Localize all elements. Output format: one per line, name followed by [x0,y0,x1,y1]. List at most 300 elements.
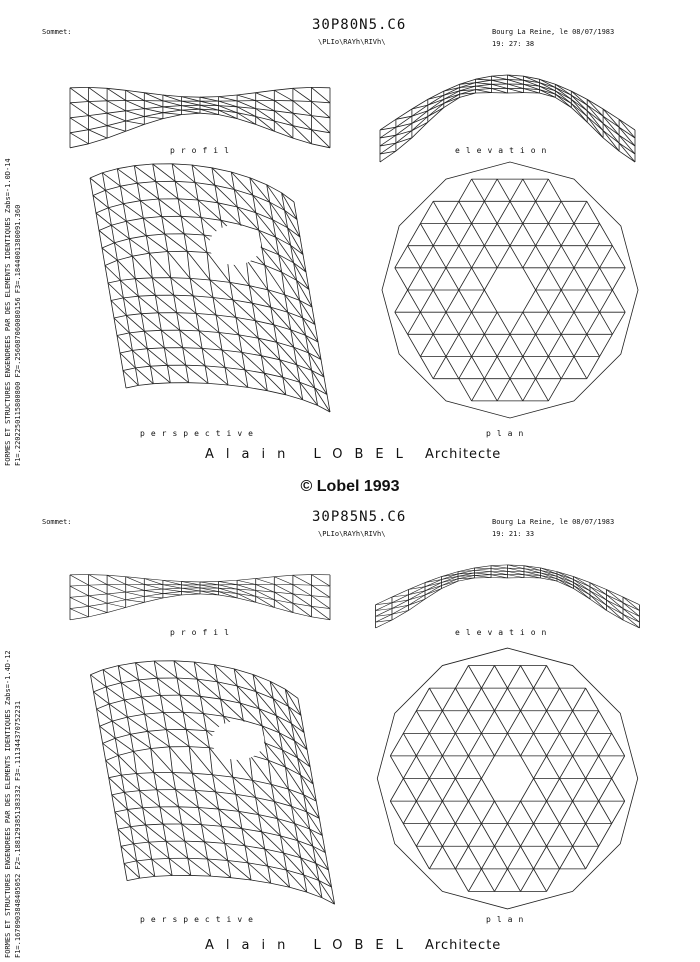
strut-line [587,268,600,290]
strut-line [166,730,189,747]
strut-line [225,368,245,370]
strut-line [100,721,113,726]
strut-line [508,846,521,869]
strut-line [403,733,416,756]
strut-line [311,87,330,102]
strut-line [256,692,276,716]
strut-line [403,711,416,734]
strut-line [192,773,215,792]
strut-line [416,711,429,734]
strut-line [390,801,403,824]
strut-line [256,797,275,801]
strut-line [70,575,89,585]
elevation-view [360,554,655,612]
strut-line [155,876,172,877]
strut-line [492,80,508,84]
strut-line [127,717,147,731]
strut-line [587,111,603,124]
strut-line [270,681,285,689]
strut-line [106,755,119,760]
strut-line [548,268,561,290]
strut-line [599,824,612,847]
strut-line [455,711,468,734]
strut-line [107,594,126,600]
strut-line [534,665,547,688]
perspective-label: perspective [140,915,259,924]
strut-line [118,663,135,666]
strut-line [274,90,293,101]
strut-line [126,385,138,388]
strut-line [600,246,613,268]
strut-line [138,295,155,296]
strut-line [574,312,587,334]
strut-line [416,824,429,847]
strut-line [200,97,219,98]
strut-line [117,166,134,169]
strut-line [175,181,195,182]
strut-line [474,573,491,575]
strut-line [590,595,606,605]
strut-line [185,841,188,858]
strut-line [574,246,587,268]
strut-line [181,594,200,595]
strut-line [189,747,192,774]
strut-line [112,721,130,734]
strut-line [177,313,196,314]
strut-line [89,116,108,126]
strut-line [433,246,446,268]
strut-line [392,610,409,614]
strut-line [297,280,309,289]
strut-line [429,824,442,847]
strut-line [126,221,129,239]
strut-line [126,121,145,124]
strut-line [90,675,106,687]
strut-line [433,224,446,246]
strut-line [408,224,421,246]
strut-line [270,202,285,210]
strut-line [154,773,176,790]
strut-line [188,858,191,875]
strut-line [491,569,507,572]
strut-line [103,738,116,743]
strut-line [144,113,163,117]
strut-line [484,290,497,312]
strut-line [497,224,510,246]
strut-line [133,751,153,772]
strut-line [115,809,128,812]
strut-line [311,144,330,148]
strut-line [446,334,459,356]
sommet-label: Sommet: [42,28,72,36]
strut-line [183,712,186,729]
strut-line [138,384,153,386]
strut-line [472,290,485,312]
strut-line [433,201,446,223]
strut-line [219,115,238,119]
strut-line [510,357,523,379]
strut-line [455,801,468,824]
strut-line [472,224,485,246]
strut-line [108,208,111,226]
strut-line [523,179,536,201]
strut-line [521,778,534,801]
strut-line [481,733,494,756]
strut-line [481,688,494,711]
strut-line [126,592,145,596]
strut-line [291,724,304,733]
strut-line [70,617,89,620]
strut-line [276,237,294,263]
strut-line [105,190,108,208]
strut-line [408,290,421,312]
strut-line [534,846,547,869]
strut-line [105,260,117,265]
strut-line [169,747,192,773]
strut-line [146,236,167,252]
strut-line [524,566,541,568]
strut-line [573,778,586,801]
strut-line [288,228,300,237]
strut-line [106,687,124,700]
strut-line [599,733,612,756]
strut-line [205,366,225,368]
strut-line [561,312,574,334]
strut-line [189,383,208,384]
strut-line [210,280,230,282]
strut-line [107,101,126,111]
strut-line [474,566,491,568]
strut-line [176,790,199,808]
strut-line [497,379,510,401]
strut-line [494,801,507,824]
strut-line [187,251,210,280]
strut-line [237,580,256,584]
strut-line [135,366,150,368]
profil-view [60,60,340,140]
strut-line [396,138,412,143]
strut-line [107,592,126,594]
strut-line [166,841,188,858]
strut-line [183,348,205,366]
strut-line [433,357,446,379]
architect-name: Alain LOBEL [205,938,415,953]
strut-line [534,778,547,801]
strut-line [174,661,197,679]
strut-line [130,734,133,751]
strut-line [560,778,573,801]
strut-line [89,585,108,594]
strut-line [186,365,205,366]
strut-line [163,110,182,113]
strut-line [126,590,145,592]
strut-line [508,575,524,578]
strut-line [273,698,288,706]
strut-line [472,312,485,334]
strut-line [293,87,312,88]
strut-line [497,357,510,379]
strut-line [282,750,297,758]
strut-line [178,199,181,217]
strut-line [144,594,163,597]
strut-line [396,131,412,144]
plan-view [360,644,655,914]
strut-line [408,268,421,290]
strut-line [560,711,573,734]
strut-line [433,312,446,334]
strut-line [107,113,126,121]
strut-line [90,178,93,196]
strut-line [497,179,510,201]
strut-line [139,678,158,680]
strut-line [259,230,279,255]
strut-line [152,858,169,859]
strut-line [148,730,167,732]
strut-line [89,606,108,612]
strut-line [216,315,239,335]
strut-line [162,217,184,234]
strut-line [70,118,89,130]
strut-line [237,93,256,95]
strut-line [510,179,523,201]
strut-line [219,595,238,598]
strut-line [472,201,485,223]
strut-line [547,846,560,869]
strut-line [126,101,145,109]
strut-line [612,733,625,756]
strut-line [560,801,573,824]
strut-line [120,350,132,353]
strut-line [186,365,208,383]
strut-line [508,801,521,824]
strut-line [129,236,146,239]
strut-line [587,246,600,268]
strut-line [442,824,455,847]
strut-line [273,698,291,723]
strut-line [409,591,425,595]
strut-line [70,596,89,598]
strut-line [135,663,157,678]
strut-line [184,234,204,235]
strut-line [494,688,507,711]
strut-line [173,772,196,790]
strut-line [494,711,507,734]
strut-line [459,290,472,312]
strut-line [547,824,560,847]
strut-line [180,330,199,331]
strut-line [494,846,507,869]
strut-line [130,731,147,734]
strut-line [573,711,586,734]
strut-line [442,711,455,734]
strut-line [193,296,213,298]
strut-line [120,279,135,281]
strut-line [561,201,574,223]
strut-line [218,203,237,207]
strut-line [560,733,573,756]
strut-line [494,824,507,847]
strut-line [586,824,599,847]
strut-line [455,778,468,801]
strut-line [121,683,141,697]
strut-line [140,876,155,878]
strut-line [106,683,121,687]
strut-line [587,357,600,379]
strut-line [455,733,468,756]
strut-line [534,756,547,779]
strut-line [586,778,599,801]
strut-line [256,124,275,131]
strut-line [150,366,170,383]
strut-line [141,314,161,331]
strut-line [255,321,273,325]
strut-line [219,580,238,581]
strut-line [126,109,145,111]
strut-line [587,334,600,356]
drawing-sheet-1 [0,0,700,470]
strut-line [153,164,175,181]
strut-line [574,357,587,379]
strut-line [276,716,294,741]
strut-line [586,846,599,869]
strut-line [270,681,288,706]
strut-line [159,199,181,216]
strut-line [274,607,293,612]
strut-line [99,231,102,249]
strut-line [93,692,109,704]
strut-line [403,801,416,824]
strut-line [97,709,100,726]
strut-line [200,582,219,585]
strut-line [126,314,141,316]
strut-line [521,733,534,756]
strut-line [548,357,561,379]
strut-line [178,199,201,218]
strut-line [476,90,492,93]
strut-line [207,253,210,281]
plan-view [365,158,655,423]
strut-line [132,253,149,256]
strut-line [93,196,108,208]
strut-line [182,824,205,842]
strut-line [213,775,233,777]
strut-line [261,356,280,360]
strut-line [208,383,228,385]
strut-line [571,103,587,122]
strut-line [429,688,442,711]
strut-line [163,106,182,107]
strut-line [213,298,233,300]
strut-line [158,313,179,330]
strut-line [117,169,137,184]
strut-line [219,581,238,584]
strut-line [181,216,184,234]
strut-line [180,695,183,712]
strut-line [612,756,625,779]
strut-line [587,290,600,312]
strut-line [208,859,228,861]
strut-line [481,869,494,892]
strut-line [250,178,270,203]
strut-line [587,224,600,246]
strut-line [177,678,197,679]
strut-line [102,248,117,260]
strut-line [586,733,599,756]
strut-line [144,331,164,348]
strut-line [183,712,206,730]
strut-line [253,195,273,220]
strut-line [481,801,494,824]
strut-line [146,825,166,841]
drawing-code: 30P85N5.C6 [312,509,407,525]
strut-line [587,117,603,131]
strut-line [409,599,425,610]
strut-line [420,290,433,312]
strut-line [510,246,523,268]
strut-line [149,841,166,842]
strut-line [109,700,124,704]
strut-line [547,801,560,824]
strut-line [89,101,108,102]
strut-line [472,357,485,379]
strut-line [184,234,207,253]
strut-line [144,330,161,331]
strut-line [459,179,472,201]
strut-line [89,596,108,604]
strut-line [521,711,534,734]
strut-line [455,665,468,688]
strut-line [599,756,612,779]
strut-line [523,76,539,79]
strut-line [548,334,561,356]
strut-line [446,312,459,334]
strut-line [115,738,118,755]
strut-line [521,846,534,869]
strut-line [476,84,492,86]
strut-line [137,183,140,201]
strut-line [150,365,167,366]
strut-line [237,598,256,602]
strut-line [201,825,224,844]
strut-line [199,331,219,333]
strut-line [600,334,613,356]
strut-line [442,688,455,711]
strut-line [102,169,117,173]
strut-line [476,83,492,85]
strut-line [555,94,571,108]
strut-line [494,869,507,892]
strut-line [188,858,208,859]
strut-line [180,330,183,348]
strut-line [420,334,433,356]
strut-line [160,695,163,712]
strut-line [474,570,491,571]
strut-line [144,107,163,109]
strut-line [176,790,196,791]
strut-line [169,858,191,875]
strut-line [459,357,472,379]
strut-line [120,186,140,201]
strut-line [144,119,163,125]
strut-line [159,199,162,217]
strut-line [97,704,110,709]
drawing-subcode: \PLIo\RAYh\RIVh\ [318,38,386,46]
strut-line [181,113,200,114]
perspective-view [65,165,355,420]
strut-line [181,101,200,105]
strut-line [89,130,108,138]
strut-line [395,268,408,290]
